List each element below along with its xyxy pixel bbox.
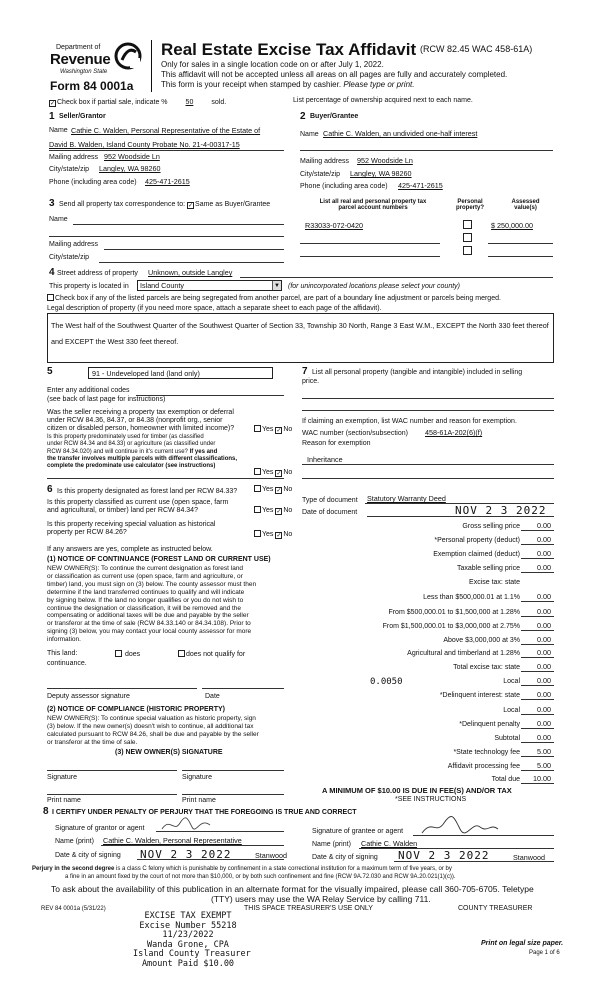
- calc-value[interactable]: 0.00: [537, 662, 551, 671]
- calc-value[interactable]: 0.00: [537, 621, 551, 630]
- exempt-note: If claiming an exemption, list WAC number and reason for exemption.: [302, 418, 517, 425]
- does-option: does: [115, 650, 140, 658]
- segregation-row: Check box if any of the listed parcels are being segregated from another parcel, are part of a boundary line adjustment or parcels being merged.: [47, 294, 501, 302]
- no-checkbox[interactable]: ✓: [276, 533, 282, 539]
- seller-phone[interactable]: 425-471-2615: [145, 177, 190, 186]
- assessed-value[interactable]: $ 250,000.00: [491, 221, 533, 230]
- grantee-name-label: Name (print): [312, 841, 351, 848]
- calc-label: Above $3,000,000 at 3%: [443, 637, 520, 644]
- calc-underline: [521, 601, 554, 602]
- buyer-title: Buyer/Grantee: [310, 113, 359, 120]
- dept-label: Department of: [56, 44, 101, 51]
- county-treasurer-label: COUNTY TREASURER: [458, 905, 533, 912]
- exempt-stamp: EXCISE TAX EXEMPT Excise Number 55218 11/23/2022 Wanda Grone, CPA Island County Treasurer Amount Paid $10.00: [133, 911, 251, 969]
- continuance-heading: (1) NOTICE OF CONTINUANCE (FOREST LAND OR CURRENT USE): [47, 556, 271, 563]
- calc-label: From $500,000.01 to $1,500,000 at 1.28%: [388, 609, 520, 616]
- yes-checkbox[interactable]: [254, 485, 261, 492]
- calc-underline: [521, 644, 554, 645]
- sec7-num: 7: [302, 366, 308, 377]
- calc-label: Local: [503, 678, 520, 685]
- sec6-q2: Is this property classified as current use (open space, farm and agricultural, or timber) land per RCW 84.34?: [47, 499, 229, 514]
- revenue-logo-text: Revenue: [50, 51, 111, 68]
- codes-label: Enter any additional codes: [47, 387, 130, 394]
- buyer-name[interactable]: Cathie C. Walden, an undivided one-half interest: [323, 129, 478, 138]
- header-line2: This affidavit will not be accepted unless all areas on all pages are fully and accurately completed.: [161, 70, 508, 79]
- deputy-date-label: Date: [205, 693, 220, 700]
- doc-date-label: Date of document: [302, 509, 358, 516]
- grantor-signature-icon: [160, 815, 212, 833]
- calc-label: From $1,500,000.01 to $3,000,000 at 2.75%: [382, 623, 520, 630]
- buyer-city[interactable]: Langley, WA 98260: [350, 169, 412, 178]
- grantor-date[interactable]: NOV 2 3 2022: [140, 848, 232, 861]
- calc-label: *State technology fee: [453, 749, 520, 756]
- yes-checkbox[interactable]: [254, 530, 261, 537]
- wac-number[interactable]: 458-61A-202(6)(f): [425, 428, 483, 437]
- calc-value[interactable]: 10.00: [533, 774, 551, 783]
- grantor-sig-label: Signature of grantor or agent: [55, 825, 145, 832]
- sec2-num: 2: [300, 111, 306, 122]
- calc-label: *Delinquent penalty: [459, 721, 520, 728]
- seller-name-label: Name: [49, 127, 68, 134]
- personal-property-checkbox[interactable]: [463, 220, 472, 229]
- perjury-line1: Perjury in the second degree is a class C felony which is punishable by confinement in a state correctional institution for a maximum term of five years, or by: [32, 866, 452, 872]
- no-checkbox[interactable]: ✓: [276, 428, 282, 434]
- sec3-row: Send all property tax correspondence to: ✓ Same as Buyer/Grantee: [59, 201, 271, 209]
- calc-underline: [521, 657, 554, 658]
- grantor-date-label: Date & city of signing: [55, 852, 121, 859]
- seller-phone-label: Phone (including area code): [49, 179, 137, 186]
- compliance-text: NEW OWNER(S): To continue special valuation as historic property, sign (3) below. If the new owner(s) doesn't wish to continue, all additional tax calculated pursuant to RCW 84.26, shall be due and payable by the seller or transferor at the time of sale.: [47, 715, 259, 746]
- grantee-signature-icon: [420, 815, 500, 837]
- calc-underline: [521, 699, 554, 700]
- buyer-addr[interactable]: 952 Woodside Ln: [357, 156, 413, 165]
- doc-type-label: Type of document: [302, 497, 358, 504]
- calc-label: Total due: [491, 776, 520, 783]
- sec5-q1: Was the seller receiving a property tax exemption or deferral under RCW 84.36, 84.37, or 84.38 (nonprofit org., senior citizen or disabled person, homeowner with limited income)?: [47, 409, 235, 432]
- calc-label: Gross selling price: [462, 523, 520, 530]
- reason-label: Reason for exemption: [302, 440, 371, 447]
- buyer-phone-label: Phone (including area code): [300, 183, 388, 190]
- calc-label: Subtotal: [494, 735, 520, 742]
- grantee-date[interactable]: NOV 2 3 2022: [398, 849, 490, 862]
- header-divider: [151, 40, 152, 92]
- personal-header: Personal property?: [455, 199, 484, 211]
- partial-pct: 50: [185, 99, 194, 106]
- partial-sale-row: ✓ Check box if partial sale, indicate % 50 sold.: [50, 99, 227, 107]
- grantee-sig-label: Signature of grantee or agent: [312, 828, 404, 835]
- calc-label: Less than $500,000.01 at 1.1%: [423, 594, 520, 601]
- sec6-note: If any answers are yes, complete as instructed below.: [47, 546, 213, 553]
- calc-value[interactable]: 0.00: [537, 521, 551, 530]
- calc-value[interactable]: 0.00: [537, 549, 551, 558]
- calc-label: Agricultural and timberland at 1.28%: [407, 650, 520, 657]
- buyer-city-label: City/state/zip: [300, 171, 341, 178]
- calc-underline: [521, 685, 554, 686]
- sec6-q3-answer: Yes ✓ No: [254, 530, 292, 539]
- no-checkbox[interactable]: ✓: [276, 488, 282, 494]
- owner-print-label-2: Print name: [182, 797, 216, 804]
- calc-underline: [521, 783, 554, 784]
- buyer-addr-label: Mailing address: [300, 158, 350, 165]
- alt-format-line2: (TTY) users may use the WA Relay Service by calling 711.: [211, 894, 431, 904]
- form-title: Real Estate Excise Tax Affidavit: [161, 40, 417, 59]
- calc-underline: [521, 530, 554, 531]
- calc-value[interactable]: 0.00: [537, 733, 551, 742]
- see-instructions: *SEE INSTRUCTIONS: [395, 796, 467, 803]
- calc-label: Exemption claimed (deduct): [433, 551, 520, 558]
- street-address[interactable]: Unknown, outside Langley: [148, 268, 233, 277]
- revenue-logo-icon: [114, 42, 142, 70]
- no-checkbox[interactable]: ✓: [276, 471, 282, 477]
- yes-checkbox[interactable]: [254, 468, 261, 475]
- header-line1: Only for sales in a single location code on or after July 1, 2022.: [161, 60, 384, 69]
- seller-city[interactable]: Langley, WA 98260: [99, 164, 161, 173]
- continuance-text: NEW OWNER(S): To continue the current designation as forest land or classification as current use (open space, farm and agriculture, or timber) land, you must sign on (3) below. The county assessor must then determine if the land transferred continues to qualify and will indicate by signing below. If the land no longer qualifies or you do not wish to continue the designation or classification, it will be removed and the compensating or additional taxes will be due and payable by the seller or transferor at the time of sale (RCW 84.33.140 or 84.34.108). Prior to signing (3) below, you may contact your local county assessor for more information.: [47, 565, 257, 644]
- header-line3: This form is your receipt when stamped by cashier. Please type or print.: [161, 80, 415, 89]
- buyer-phone[interactable]: 425-471-2615: [398, 181, 443, 190]
- calc-value[interactable]: 0.00: [537, 690, 551, 699]
- deputy-sig-label: Deputy assessor signature: [47, 693, 130, 700]
- calc-value[interactable]: 0.00: [537, 676, 551, 685]
- legal-size-note: Print on legal size paper.: [481, 940, 564, 947]
- seller-name-line2[interactable]: David B. Walden, Island County Probate No. 21-4-00317-15: [49, 140, 240, 149]
- sec6-num: 6: [47, 484, 53, 495]
- calc-value[interactable]: 5.00: [537, 761, 551, 770]
- sec3-num: 3: [49, 198, 55, 209]
- calc-value[interactable]: 0.00: [537, 705, 551, 714]
- treasurer-use-label: THIS SPACE TREASURER'S USE ONLY: [244, 905, 373, 912]
- assessed-header: Assessed value(s): [511, 199, 540, 211]
- calc-value[interactable]: 0.00: [537, 719, 551, 728]
- calc-underline: [521, 714, 554, 715]
- sec3-name-label: Name: [49, 216, 68, 223]
- land-use-select[interactable]: 91 - Undeveloped land (land only): [88, 367, 273, 379]
- calc-label: Total excise tax: state: [453, 664, 520, 671]
- partial-sale-checkbox[interactable]: ✓: [50, 101, 56, 107]
- calc-value[interactable]: 0.00: [537, 607, 551, 616]
- does-checkbox[interactable]: [115, 650, 122, 657]
- does-not-checkbox[interactable]: [178, 650, 185, 657]
- personal-property-checkbox[interactable]: [463, 246, 472, 255]
- calc-value[interactable]: 0.00: [537, 535, 551, 544]
- no-checkbox[interactable]: ✓: [276, 509, 282, 515]
- state-label: Washington State: [60, 69, 108, 75]
- this-land-label: This land:: [47, 650, 78, 657]
- parcel-header: List all real and personal property tax parcel account numbers: [319, 199, 427, 211]
- sec6-q2-answer: Yes ✓ No: [254, 506, 292, 515]
- calc-label: *Delinquent interest: state: [439, 692, 520, 699]
- grantor-name-label: Name (print): [55, 838, 94, 845]
- calc-underline: [521, 728, 554, 729]
- sec6-q1-answer: Yes ✓ No: [254, 485, 292, 494]
- legal-description[interactable]: The West half of the Southwest Quarter of the Southwest Quarter of Section 33, Township 30 North, Range 3 East W.M., EXCEPT the North 330 feet thereof and EXCEPT the West 330 feet thereof.: [47, 313, 554, 363]
- calc-underline: [521, 558, 554, 559]
- new-owner-sig-heading: (3) NEW OWNER(S) SIGNATURE: [115, 749, 223, 756]
- sec8-num: 8: [43, 806, 49, 817]
- form-number: Form 84 0001a: [50, 79, 134, 93]
- sec6-q3: Is this property receiving special valuation as historical property per RCW 84.26?: [47, 521, 216, 536]
- calc-label: *Personal property (deduct): [434, 537, 520, 544]
- grantee-name[interactable]: Cathie C. Walden: [361, 839, 418, 848]
- seller-city-label: City/state/zip: [49, 166, 90, 173]
- calc-label: Local: [503, 707, 520, 714]
- calc-underline: [521, 544, 554, 545]
- sec1-num: 1: [49, 111, 55, 122]
- buyer-name-label: Name: [300, 131, 319, 138]
- ownership-note: List percentage of ownership acquired next to each name.: [293, 97, 473, 104]
- calc-underline: [521, 572, 554, 573]
- chevron-down-icon[interactable]: ▼: [272, 281, 281, 290]
- parcel-number[interactable]: R33033-072-0420: [305, 221, 363, 230]
- revision-label: REV 84 0001a (5/31/22): [41, 906, 106, 912]
- sec7-text: List all personal property (tangible and intangible) included in selling: [312, 369, 523, 376]
- grantee-date-label: Date & city of signing: [312, 854, 378, 861]
- continuance-label: continuance.: [47, 660, 87, 667]
- local-rate[interactable]: 0.0050: [370, 677, 403, 687]
- doc-type[interactable]: Statutory Warranty Deed: [367, 494, 446, 503]
- calc-label: Taxable selling price: [456, 565, 520, 572]
- personal-property-checkbox[interactable]: [463, 233, 472, 242]
- sec5-num: 5: [47, 366, 53, 377]
- alt-format-line1: To ask about the availability of this publication in an alternate format for the visually impaired, please call 360-705-6705. Teletype: [51, 884, 534, 894]
- calc-value[interactable]: 0.00: [537, 635, 551, 644]
- county-note: (for unincorporated locations please select your county): [288, 283, 460, 290]
- compliance-heading: (2) NOTICE OF COMPLIANCE (HISTORIC PROPERTY): [47, 706, 225, 713]
- seller-name-line1[interactable]: Cathie C. Walden, Personal Representative of the Estate of: [71, 126, 261, 135]
- page-number: Page 1 of 6: [529, 950, 560, 956]
- minimum-notice: A MINIMUM OF $10.00 IS DUE IN FEE(S) AND/OR TAX: [322, 786, 512, 795]
- calc-value[interactable]: 0.00: [537, 563, 551, 572]
- grantor-name[interactable]: Cathie C. Walden, Personal Representative: [103, 836, 242, 845]
- calc-underline: [521, 742, 554, 743]
- seller-title: Seller/Grantor: [59, 113, 106, 120]
- county-select[interactable]: Island County ▼: [137, 280, 282, 291]
- codes-note: (see back of last page for instructions): [47, 396, 166, 403]
- sec5-q2: Is this property predominately used for timber (as classified under RCW 84.34 and 84.33) or agriculture (as classified under RCW 84.34.020) and will continue in it's current use? If yes and the transfer involves multiple parcels with different classifications, complete the predominate use calculator (see instructions): [47, 434, 238, 470]
- sec4-num: 4: [49, 267, 55, 278]
- located-label: This property is located in: [49, 283, 129, 290]
- certify-text: I CERTIFY UNDER PENALTY OF PERJURY THAT THE FOREGOING IS TRUE AND CORRECT: [52, 809, 357, 816]
- exempt-reason[interactable]: Inheritance: [307, 455, 343, 464]
- does-not-option: does not qualify for: [178, 650, 245, 658]
- wac-label: WAC number (section/subsection): [302, 430, 408, 437]
- grantor-city[interactable]: Stanwood: [255, 851, 287, 860]
- calc-underline: [521, 630, 554, 631]
- sec3-city-label: City/state/zip: [49, 254, 90, 261]
- calc-label: Excise tax: state: [469, 579, 520, 586]
- sec6-q1: Is this property designated as forest land per RCW 84.33?: [57, 488, 238, 495]
- calc-underline: [521, 756, 554, 757]
- sec5-q1-answer: Yes ✓ No: [254, 425, 292, 434]
- segregation-checkbox[interactable]: [47, 294, 54, 301]
- calc-value[interactable]: 0.00: [537, 592, 551, 601]
- sec7-text2: price.: [302, 378, 320, 385]
- rcw-ref: (RCW 82.45 WAC 458-61A): [420, 44, 533, 54]
- owner-sig-label-2: Signature: [182, 774, 212, 781]
- yes-checkbox[interactable]: [254, 506, 261, 513]
- same-as-buyer-checkbox[interactable]: ✓: [188, 203, 194, 209]
- calc-underline: [521, 671, 554, 672]
- seller-addr-label: Mailing address: [49, 154, 99, 161]
- calc-underline: [521, 616, 554, 617]
- yes-checkbox[interactable]: [254, 425, 261, 432]
- doc-date[interactable]: NOV 2 3 2022: [455, 504, 547, 517]
- calc-label: Affidavit processing fee: [447, 763, 520, 770]
- calc-value[interactable]: 0.00: [537, 648, 551, 657]
- sec3-mail-label: Mailing address: [49, 241, 99, 248]
- seller-addr[interactable]: 952 Woodside Ln: [104, 152, 160, 161]
- sec5-q2-answer: Yes ✓ No: [254, 468, 292, 477]
- owner-sig-label: Signature: [47, 774, 77, 781]
- grantee-city[interactable]: Stanwood: [513, 853, 545, 862]
- street-label: Street address of property: [57, 270, 138, 277]
- owner-print-label: Print name: [47, 797, 81, 804]
- perjury-line2: a fine in an amount fixed by the court of not more than $10,000, or by both such confinement and fine (RCW 9A.72.030 and RCW 9A.20.021(1)(c)).: [65, 874, 456, 880]
- calc-value[interactable]: 5.00: [537, 747, 551, 756]
- calc-underline: [521, 770, 554, 771]
- legal-desc-label: Legal description of property (if you need more space, attach a separate sheet to each page of the affidavit).: [47, 305, 382, 312]
